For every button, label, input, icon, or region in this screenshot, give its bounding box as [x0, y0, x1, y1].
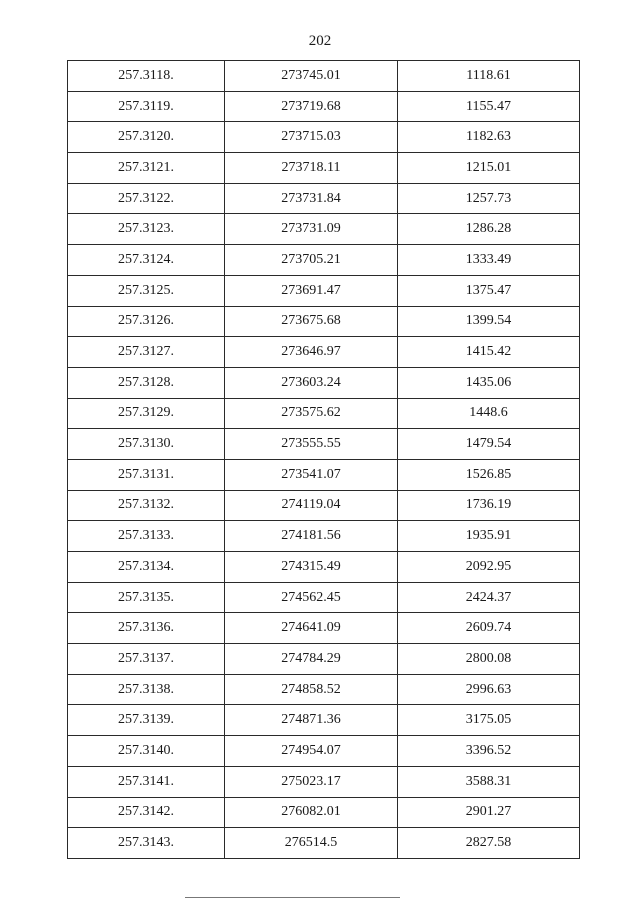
- y-coordinate-cell: 3588.31: [398, 766, 580, 797]
- table-row: [68, 306, 580, 337]
- point-id-cell: 257.3126.: [68, 306, 225, 337]
- x-coordinate-cell: 274784.29: [225, 644, 398, 675]
- table-row: [68, 705, 580, 736]
- x-coordinate-cell: 274641.09: [225, 613, 398, 644]
- point-id-cell: 257.3118.: [68, 61, 225, 92]
- y-coordinate-cell: 1736.19: [398, 490, 580, 521]
- x-coordinate-cell: 274181.56: [225, 521, 398, 552]
- point-id-cell: 257.3124.: [68, 245, 225, 276]
- table-row: [68, 582, 580, 613]
- point-id-cell: 257.3141.: [68, 766, 225, 797]
- x-coordinate-cell: 273731.84: [225, 183, 398, 214]
- table-row: [68, 367, 580, 398]
- table-row: [68, 552, 580, 583]
- y-coordinate-cell: 1286.28: [398, 214, 580, 245]
- table-row: [68, 245, 580, 276]
- y-coordinate-cell: 2996.63: [398, 674, 580, 705]
- table-row: [68, 91, 580, 122]
- table-row: [68, 337, 580, 368]
- y-coordinate-cell: 1333.49: [398, 245, 580, 276]
- point-id-cell: 257.3131.: [68, 459, 225, 490]
- table-row: [68, 736, 580, 767]
- table-row: [68, 398, 580, 429]
- point-id-cell: 257.3127.: [68, 337, 225, 368]
- y-coordinate-cell: 1448.6: [398, 398, 580, 429]
- y-coordinate-cell: 2800.08: [398, 644, 580, 675]
- x-coordinate-cell: 273718.11: [225, 153, 398, 184]
- point-id-cell: 257.3132.: [68, 490, 225, 521]
- point-id-cell: 257.3136.: [68, 613, 225, 644]
- x-coordinate-cell: 276514.5: [225, 828, 398, 859]
- y-coordinate-cell: 1118.61: [398, 61, 580, 92]
- x-coordinate-cell: 274119.04: [225, 490, 398, 521]
- table-row: [68, 797, 580, 828]
- table-row: [68, 828, 580, 859]
- coordinates-table-container: [67, 60, 579, 859]
- table-row: [68, 214, 580, 245]
- point-id-cell: 257.3119.: [68, 91, 225, 122]
- y-coordinate-cell: 2609.74: [398, 613, 580, 644]
- table-row: [68, 429, 580, 460]
- x-coordinate-cell: 273719.68: [225, 91, 398, 122]
- point-id-cell: 257.3121.: [68, 153, 225, 184]
- page-number: 202: [308, 33, 332, 49]
- table-row: [68, 521, 580, 552]
- y-coordinate-cell: 1257.73: [398, 183, 580, 214]
- point-id-cell: 257.3125.: [68, 275, 225, 306]
- table-row: [68, 766, 580, 797]
- point-id-cell: 257.3138.: [68, 674, 225, 705]
- table-row: [68, 613, 580, 644]
- point-id-cell: 257.3129.: [68, 398, 225, 429]
- x-coordinate-cell: 274562.45: [225, 582, 398, 613]
- point-id-cell: 257.3142.: [68, 797, 225, 828]
- y-coordinate-cell: 1415.42: [398, 337, 580, 368]
- point-id-cell: 257.3137.: [68, 644, 225, 675]
- point-id-cell: 257.3143.: [68, 828, 225, 859]
- x-coordinate-cell: 273646.97: [225, 337, 398, 368]
- point-id-cell: 257.3140.: [68, 736, 225, 767]
- coordinates-table: [67, 60, 580, 859]
- x-coordinate-cell: 273705.21: [225, 245, 398, 276]
- y-coordinate-cell: 2424.37: [398, 582, 580, 613]
- y-coordinate-cell: 2092.95: [398, 552, 580, 583]
- x-coordinate-cell: 276082.01: [225, 797, 398, 828]
- x-coordinate-cell: 275023.17: [225, 766, 398, 797]
- x-coordinate-cell: 274315.49: [225, 552, 398, 583]
- y-coordinate-cell: 1215.01: [398, 153, 580, 184]
- table-row: [68, 122, 580, 153]
- x-coordinate-cell: 274871.36: [225, 705, 398, 736]
- x-coordinate-cell: 274858.52: [225, 674, 398, 705]
- y-coordinate-cell: 3175.05: [398, 705, 580, 736]
- x-coordinate-cell: 273745.01: [225, 61, 398, 92]
- x-coordinate-cell: 273555.55: [225, 429, 398, 460]
- x-coordinate-cell: 274954.07: [225, 736, 398, 767]
- y-coordinate-cell: 1155.47: [398, 91, 580, 122]
- y-coordinate-cell: 1935.91: [398, 521, 580, 552]
- table-row: [68, 153, 580, 184]
- table-row: [68, 644, 580, 675]
- point-id-cell: 257.3130.: [68, 429, 225, 460]
- point-id-cell: 257.3128.: [68, 367, 225, 398]
- x-coordinate-cell: 273575.62: [225, 398, 398, 429]
- table-row: [68, 61, 580, 92]
- y-coordinate-cell: 1375.47: [398, 275, 580, 306]
- y-coordinate-cell: 1526.85: [398, 459, 580, 490]
- y-coordinate-cell: 3396.52: [398, 736, 580, 767]
- x-coordinate-cell: 273691.47: [225, 275, 398, 306]
- y-coordinate-cell: 2827.58: [398, 828, 580, 859]
- point-id-cell: 257.3135.: [68, 582, 225, 613]
- y-coordinate-cell: 1435.06: [398, 367, 580, 398]
- point-id-cell: 257.3122.: [68, 183, 225, 214]
- point-id-cell: 257.3123.: [68, 214, 225, 245]
- table-row: [68, 674, 580, 705]
- table-row: [68, 459, 580, 490]
- coordinates-table-body: [68, 61, 580, 859]
- table-row: [68, 275, 580, 306]
- y-coordinate-cell: 1399.54: [398, 306, 580, 337]
- x-coordinate-cell: 273541.07: [225, 459, 398, 490]
- point-id-cell: 257.3139.: [68, 705, 225, 736]
- x-coordinate-cell: 273731.09: [225, 214, 398, 245]
- point-id-cell: 257.3134.: [68, 552, 225, 583]
- y-coordinate-cell: 1182.63: [398, 122, 580, 153]
- x-coordinate-cell: 273675.68: [225, 306, 398, 337]
- x-coordinate-cell: 273715.03: [225, 122, 398, 153]
- point-id-cell: 257.3133.: [68, 521, 225, 552]
- y-coordinate-cell: 1479.54: [398, 429, 580, 460]
- bottom-rule-divider: [185, 897, 400, 898]
- table-row: [68, 183, 580, 214]
- y-coordinate-cell: 2901.27: [398, 797, 580, 828]
- point-id-cell: 257.3120.: [68, 122, 225, 153]
- x-coordinate-cell: 273603.24: [225, 367, 398, 398]
- table-row: [68, 490, 580, 521]
